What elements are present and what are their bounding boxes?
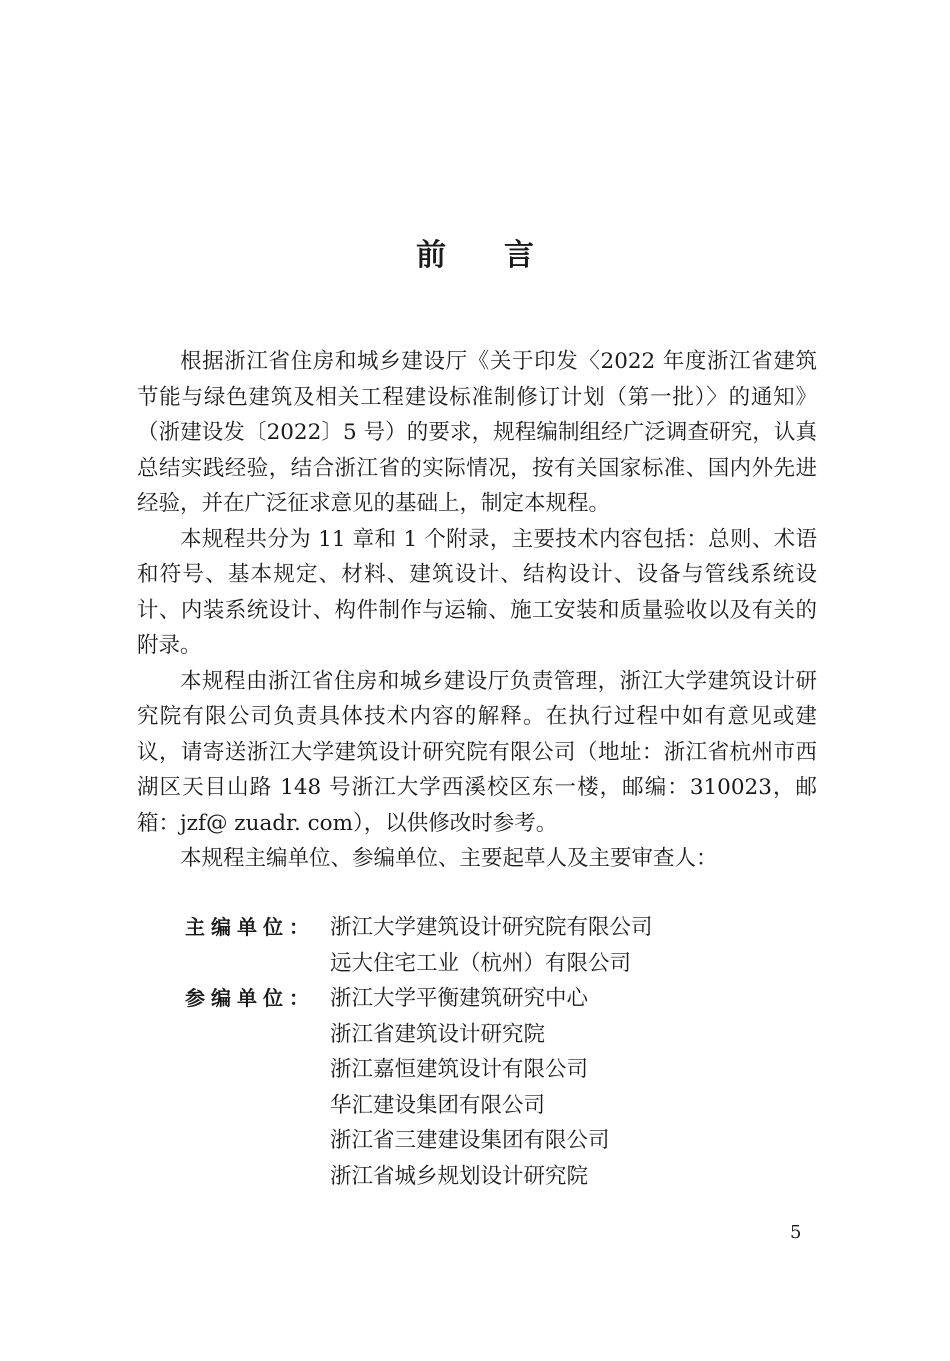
paragraph-units-intro: 本规程主编单位、参编单位、主要起草人及主要审查人： <box>180 846 718 871</box>
paragraph-contents: 本规程共分为 11 章和 1 个附录，主要技术内容包括：总则、术语和符号、基本规定、材料、建筑设计、结构设计、设备与管线系统设计、内装系统设计、构件制作与运输、施工安装和质量验收以及有关的附录。 <box>137 526 817 658</box>
participating-units-label: 参编单位： <box>185 986 315 1010</box>
chief-unit-name: 远大住宅工业（杭州）有限公司 <box>330 950 632 976</box>
participating-units-list <box>330 981 610 1194</box>
paragraph-management: 本规程由浙江省住房和城乡建设厅负责管理，浙江大学建筑设计研究院有限公司负责具体技术内容的解释。在执行过程中如有意见或建议，请寄送浙江大学建筑设计研究院有限公司（地址：浙江省杭州市西湖区天目山路 148 号浙江大学西溪校区东一楼，邮编：310023，邮箱：jzf@ zuadr. com），以供修改时参考。 <box>137 668 817 836</box>
paragraph-background: 根据浙江省住房和城乡建设厅《关于印发〈2022 年度浙江省建筑节能与绿色建筑及相关工程建设标准制修订计划（第一批）〉的通知》（浙建设发〔2022〕5 号）的要求，规程编制组经广泛调查研究，认真总结实践经验，结合浙江省的实际情况，按有关国家标准、国内外先进经验，并在广泛征求意见的基础上，制定本规程。 <box>137 349 817 516</box>
participating-unit-name: 浙江大学平衡建筑研究中心 <box>330 986 589 1011</box>
chief-units-list <box>330 910 653 981</box>
page-number: 5 <box>790 1222 802 1243</box>
page-title: 前言 <box>416 238 592 273</box>
participating-unit-name: 浙江省建筑设计研究院 <box>330 1021 546 1047</box>
participating-unit-name: 浙江嘉恒建筑设计有限公司 <box>330 1057 589 1082</box>
participating-unit-name: 浙江省城乡规划设计研究院 <box>330 1163 589 1189</box>
chief-units-row <box>185 910 825 981</box>
participating-units-row <box>185 981 825 1194</box>
preface-body <box>137 344 817 877</box>
units-section <box>185 910 825 1194</box>
chief-unit-name: 浙江大学建筑设计研究院有限公司 <box>330 915 653 940</box>
participating-unit-name: 浙江省三建建设集团有限公司 <box>330 1128 610 1153</box>
participating-unit-name: 华汇建设集团有限公司 <box>330 1092 546 1118</box>
chief-units-label: 主编单位： <box>185 915 315 939</box>
